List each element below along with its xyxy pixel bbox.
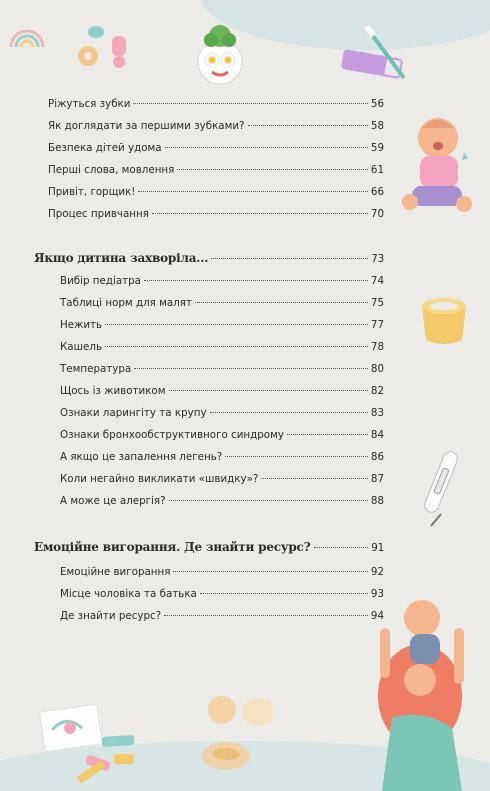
toc-entry[interactable] — [60, 492, 384, 510]
toc-entry[interactable] — [60, 448, 384, 466]
toc-dot-leader — [138, 191, 367, 192]
toc-dot-leader — [314, 547, 369, 548]
toc-dot-leader — [261, 478, 368, 479]
toc-chapter-heading[interactable] — [34, 536, 384, 558]
toc-entry-title: Процес привчання — [48, 208, 149, 220]
toc-entry-title: Щось із животиком — [60, 385, 166, 397]
toc-entry-page: 87 — [370, 473, 384, 485]
toc-dot-leader — [169, 500, 368, 501]
toc-entry-title: Як доглядати за першими зубками? — [48, 120, 245, 132]
toc-entry-title: Ріжуться зубки — [48, 98, 131, 110]
chapter-title: Емоційне вигорання. Де знайти ресурс? — [34, 540, 311, 554]
toc-entry[interactable] — [60, 316, 384, 334]
toc-entry[interactable] — [60, 585, 384, 603]
toc-dot-leader — [200, 593, 368, 594]
toc-chapter-heading[interactable] — [34, 247, 384, 269]
toc-entry[interactable] — [60, 607, 384, 625]
toc-dot-leader — [164, 615, 368, 616]
toc-entry-title: А може це алергія? — [60, 495, 166, 507]
toc-entry-page: 92 — [370, 566, 384, 578]
toc-dot-leader — [248, 125, 368, 126]
toc-entry[interactable] — [48, 139, 384, 157]
toc-entry-page: 74 — [370, 275, 384, 287]
toc-entry[interactable] — [60, 382, 384, 400]
toc-entry-page: 94 — [370, 610, 384, 622]
toc-entry-page: 66 — [370, 186, 384, 198]
toc-entry-page: 75 — [370, 297, 384, 309]
toc-entry-title: Таблиці норм для малят — [60, 297, 192, 309]
toc-entry-title: А якщо це запалення легень? — [60, 451, 223, 463]
toc-entry-page: 82 — [370, 385, 384, 397]
toc-dot-leader — [173, 571, 367, 572]
toc-entry[interactable] — [60, 294, 384, 312]
pacifier-toys-icon — [74, 22, 134, 72]
toc-dot-leader — [211, 258, 368, 259]
toc-entry-title: Коли негайно викликати «швидку»? — [60, 473, 259, 485]
toc-entry[interactable] — [60, 404, 384, 422]
toc-entry[interactable] — [48, 205, 384, 223]
toc-dot-leader — [133, 103, 367, 104]
potty-icon — [414, 286, 474, 350]
toc-entry-page: 88 — [370, 495, 384, 507]
toc-entry-page: 83 — [370, 407, 384, 419]
baby-drawing-icon — [36, 706, 146, 786]
toc-dot-leader — [152, 213, 368, 214]
toc-dot-leader — [169, 390, 368, 391]
toc-dot-leader — [195, 302, 368, 303]
toc-entry-title: Безпека дітей удома — [48, 142, 162, 154]
toc-entry-title: Кашель — [60, 341, 103, 353]
toc-entry-title: Нежить — [60, 319, 103, 331]
toc-entry-title: Де знайти ресурс? — [60, 610, 162, 622]
toc-entry[interactable] — [60, 563, 384, 581]
toc-entry-page: 59 — [370, 142, 384, 154]
broccoli-egg-plate-icon — [190, 22, 250, 86]
toc-entry-page: 61 — [370, 164, 384, 176]
toc-entry[interactable] — [48, 117, 384, 135]
toc-entry-page: 70 — [370, 208, 384, 220]
toc-entry[interactable] — [48, 95, 384, 113]
toc-entry-page: 84 — [370, 429, 384, 441]
toc-entry-title: Емоційне вигорання — [60, 566, 171, 578]
toc-entry[interactable] — [60, 426, 384, 444]
toc-entry-title: Привіт, горщик! — [48, 186, 136, 198]
toc-entry-page: 77 — [370, 319, 384, 331]
chapter-page: 73 — [371, 253, 384, 265]
toc-dot-leader — [165, 147, 368, 148]
crying-baby-icon — [398, 112, 476, 216]
toc-entry-page: 93 — [370, 588, 384, 600]
toc-dot-leader — [105, 346, 368, 347]
toc-entry-page: 78 — [370, 341, 384, 353]
toc-entry-page: 80 — [370, 363, 384, 375]
toc-entry[interactable] — [60, 470, 384, 488]
toc-entry-title: Ознаки бронхообструктивного синдрому — [60, 429, 284, 441]
toc-entry-title: Температура — [60, 363, 132, 375]
toc-entry-title: Ознаки ларингіту та крупу — [60, 407, 207, 419]
toothbrush-toothpaste-icon — [340, 26, 412, 84]
toc-dot-leader — [177, 169, 368, 170]
toc-entry-page: 86 — [370, 451, 384, 463]
toc-entry[interactable] — [60, 272, 384, 290]
toc-entry-title: Місце чоловіка та батька — [60, 588, 197, 600]
toc-entry-page: 58 — [370, 120, 384, 132]
toc-dot-leader — [287, 434, 368, 435]
baby-food-jars-icon — [196, 690, 286, 780]
toc-entry-page: 56 — [370, 98, 384, 110]
toc-dot-leader — [105, 324, 368, 325]
toc-entry[interactable] — [60, 338, 384, 356]
toc-entry-title: Перші слова, мовлення — [48, 164, 175, 176]
chapter-page: 91 — [371, 542, 384, 554]
toc-dot-leader — [144, 280, 368, 281]
toc-dot-leader — [210, 412, 368, 413]
thermometer-icon — [416, 448, 466, 528]
toc-entry[interactable] — [60, 360, 384, 378]
rainbow-icon — [8, 22, 46, 48]
toc-dot-leader — [134, 368, 368, 369]
toc-entry[interactable] — [48, 161, 384, 179]
toc-dot-leader — [225, 456, 368, 457]
chapter-title: Якщо дитина захворіла... — [34, 251, 209, 265]
toc-entry[interactable] — [48, 183, 384, 201]
toc-entry-title: Вибір педіатра — [60, 275, 141, 287]
